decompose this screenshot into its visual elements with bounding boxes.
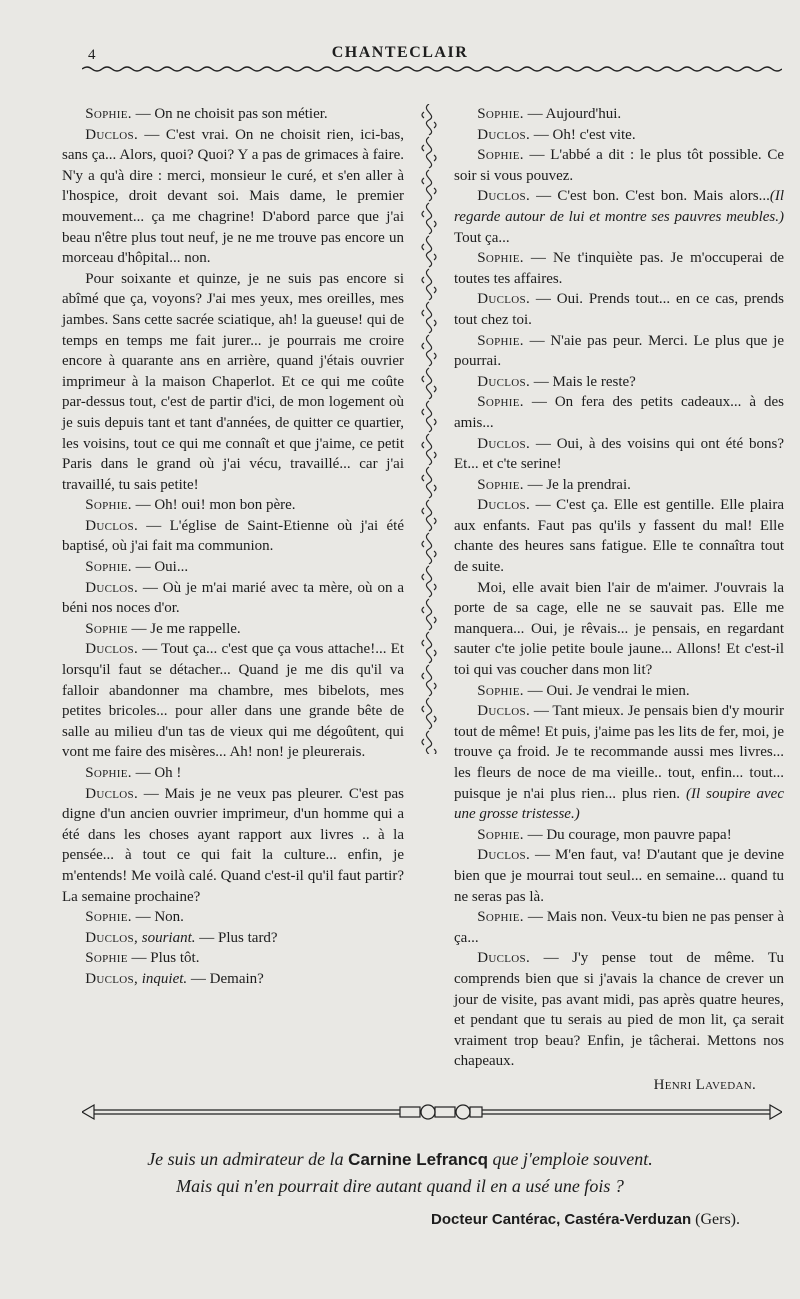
speaker-name: Sophie. <box>477 826 524 843</box>
dialogue-paragraph <box>454 434 784 475</box>
dialogue-paragraph <box>454 845 784 907</box>
advert-line-1: Je suis un admirateur de la Carnine Lefrancq que j'emploie souvent. <box>147 1149 653 1169</box>
dialogue-paragraph <box>454 578 784 681</box>
ornament-scroll <box>422 500 436 531</box>
speaker-name: Duclos. <box>477 703 530 720</box>
speaker-name: Duclos. <box>477 373 530 390</box>
dialogue-text: — Oui, à des voisins qui ont été bons? Et... et c'te serine! <box>454 435 784 473</box>
speaker-name: Duclos. <box>477 847 530 864</box>
ornament-scroll <box>422 170 436 201</box>
speaker-name: Sophie. <box>477 909 524 926</box>
dialogue-text: — C'est ça. Elle est gentille. Elle plaira aux enfants. Faut pas qu'ils y fassent du mal! Elle chante des heures sans fatigue. Elle te connaîtra tout de suite. <box>454 497 784 576</box>
dialogue-text: — Je la prendrai. <box>523 476 631 493</box>
dialogue-paragraph <box>454 825 784 846</box>
dialogue-text: — Non. <box>131 909 184 926</box>
dialogue-paragraph <box>62 495 404 516</box>
dialogue-paragraph <box>454 475 784 496</box>
right-column <box>454 104 784 1096</box>
dialogue-paragraph <box>62 948 404 969</box>
dialogue-paragraph <box>62 763 404 784</box>
dialogue-paragraph <box>62 269 404 496</box>
dialogue-text: — Je me rappelle. <box>127 620 241 637</box>
author-signature: Henri Lavedan. <box>653 1076 756 1093</box>
speaker-name: Sophie. <box>477 147 524 164</box>
dialogue-text: — Oh! oui! mon bon père. <box>131 497 296 514</box>
speaker-name: Sophie. <box>477 476 524 493</box>
dialogue-paragraph <box>62 969 404 990</box>
dialogue-paragraph <box>62 516 404 557</box>
advert-signature: Docteur Cantérac, Castéra-Verduzan (Gers). <box>431 1211 740 1228</box>
dialogue-paragraph <box>454 104 784 125</box>
bottom-ornamental-rule <box>82 1100 782 1124</box>
dialogue-text: — Oui. Je vendrai le mien. <box>523 682 690 699</box>
dialogue-text: — N'aie pas peur. Merci. Le plus que je pourrai. <box>454 332 784 370</box>
stage-direction: (Il regarde autour de lui et montre ses pauvres meubles.) <box>454 188 784 225</box>
dialogue-paragraph <box>454 948 784 1072</box>
speaker-name: Duclos. <box>85 785 138 802</box>
dialogue-text: — C'est vrai. On ne choisit rien, ici-bas, sans ça... Alors, quoi? Quoi? Y a pas de grimaces à faire. N'y a qu'à dire : merci, monsieur le curé, et s'en aller à l'hospice, droit devant soi. Mais dame, le premier mouvement... ça me chagrine! D'abord parce que j'ai beau n'être plus tout neuf, je ne me trouve pas encore un morceau d'hôpital... non. <box>62 126 404 267</box>
speaker-name: Sophie. <box>85 765 132 781</box>
ornament-scroll <box>422 434 436 465</box>
dialogue-paragraph <box>62 784 404 908</box>
dialogue-paragraph <box>62 125 404 269</box>
dialogue-paragraph <box>454 289 784 330</box>
speaker-name: Sophie. <box>85 559 132 576</box>
dialogue-text: Pour soixante et quinze, je ne suis pas encore si abîmé que ça, voyons? J'ai mes yeux, mes oreilles, mes jambes. Sans cette sacrée sciatique, ah! la gueuse! qui de temps en temps me fait jurer... je pourrais me croire encore à quarante ans en arrière, quand j'étais ouvrier imprimeur à la maison Chaperlot. Et ce qui me coûte par-dessus tout, c'est de partir d'ici, de mon logement où je suis depuis tant et tant d'années, de quitter ce quartier, les voisins, tout ce qui me connaît et que j'aime, ce petit Paris dans le grand où j'ai vécu, travaillé... car j'ai travaillé, tu sais petite! <box>62 270 404 493</box>
page-number: 4 <box>88 47 96 63</box>
dialogue-text: Tout ça... <box>454 229 510 246</box>
speaker-name: Sophie. <box>477 106 524 122</box>
dialogue-text: Moi, elle avait bien l'air de m'aimer. J'ouvrais la porte de sa cage, elle ne se sauvait pas. Elle me manquera... Oui, je rêvais... je pensais, en regardant sauter c'te jolie petite boule jaune... Allons! Et c'est-il toi qui vas coucher dans mon lit? <box>454 579 784 679</box>
ornament-scroll <box>422 302 436 333</box>
dialogue-text: — Tout ça... c'est que ça vous attache!... Et lorsqu'il faut se détacher... Quand je me dis qu'il va falloir abandonner ma chambre, mes bibelots, mes petites bricoles... pour aller dans une grande bête de salle au milieu d'un tas de vieux qui me dégoûtent, qui vont me faire des misères... Ah! non! je pleurerais. <box>62 641 404 761</box>
speaker-name: Sophie. <box>477 250 524 267</box>
dialogue-paragraph <box>454 186 784 248</box>
dialogue-text: — Oui. Prends tout... en ce cas, prends tout chez toi. <box>454 291 784 328</box>
speaker-name: Duclos. <box>477 497 530 514</box>
speaker-name: Duclos. <box>477 126 530 143</box>
vertical-ornament-divider <box>416 104 442 754</box>
dialogue-text: — M'en faut, va! D'autant que je devine bien que je mourrai tout seul... en semaine... quand tu ne seras pas là. <box>454 847 784 905</box>
dialogue-text: — On fera des petits cadeaux... à des amis... <box>454 394 784 431</box>
dialogue-text: — Demain? <box>187 970 264 987</box>
ornament-scroll <box>422 467 436 498</box>
dialogue-text: — Ne t'inquiète pas. Je m'occuperai de toutes tes affaires. <box>454 250 784 287</box>
dialogue-paragraph <box>454 125 784 146</box>
speaker-name: Duclos. <box>85 517 138 534</box>
dialogue-paragraph <box>454 248 784 289</box>
dialogue-text: — J'y pense tout de même. Tu comprends bien que si j'avais la chance de crever un jour de visite, pas avant midi, pas après quatre heures, et pendant que tu serais au pied de mon lit, ça serait vraiment trop beau? Enfin, je tâcherai. Mettons nos chapeaux. <box>454 950 784 1070</box>
ornament-scroll <box>422 632 436 663</box>
speaker-name: Duclos. <box>85 126 138 143</box>
dialogue-paragraph <box>62 557 404 578</box>
ornament-scroll <box>422 269 436 300</box>
speaker-name: Duclos. <box>477 188 530 205</box>
stage-direction: inquiet. <box>141 970 188 987</box>
advertisement <box>0 1146 800 1233</box>
speaker-name: Sophie. <box>85 106 132 122</box>
speaker-name: Sophie. <box>477 332 524 349</box>
advert-brand: Carnine Lefrancq <box>348 1150 488 1169</box>
dialogue-paragraph <box>62 104 404 125</box>
dialogue-text: — Où je m'ai marié avec ta mère, où on a béni nos noces d'or. <box>62 579 404 617</box>
dialogue-text: — Plus tôt. <box>127 950 200 967</box>
dialogue-paragraph <box>454 392 784 433</box>
speaker-name: Duclos. <box>85 641 138 658</box>
dialogue-paragraph <box>454 681 784 702</box>
ornament-scroll <box>422 599 436 630</box>
ornament-scroll <box>422 566 436 597</box>
dialogue-text: — L'église de Saint-Etienne où j'ai été baptisé, où j'ai fait ma communion. <box>62 517 404 555</box>
dialogue-paragraph <box>62 619 404 640</box>
speaker-name: Duclos. <box>477 950 530 967</box>
ornament-scroll <box>422 137 436 168</box>
dialogue-paragraph <box>454 907 784 948</box>
advert-line-2: Mais qui n'en pourrait dire autant quand il en a usé une fois ? <box>176 1176 624 1196</box>
dialogue-paragraph <box>454 372 784 393</box>
ornament-scroll <box>422 236 436 267</box>
dialogue-text: — Plus tard? <box>195 929 278 946</box>
speaker-name: Sophie. <box>85 909 132 926</box>
speaker-name: Sophie. <box>477 682 524 699</box>
dialogue-text: — Mais non. Veux-tu bien ne pas penser à ça... <box>454 909 784 946</box>
speaker-name: Duclos, <box>85 929 138 946</box>
dialogue-paragraph <box>62 578 404 619</box>
ornament-scroll <box>422 401 436 432</box>
ornament-scroll <box>422 665 436 696</box>
dialogue-text: — Mais je ne veux pas pleurer. C'est pas digne d'un ancien ouvrier imprimeur, d'un homme qui a été dans les choses ayant rapport aux livres .. à la pensée... à tout ce qui fait la culture... enfin, je m'entends! Me voilà calé. Quand c'est-il qu'il faut partir? La semaine prochaine? <box>62 785 404 905</box>
ornament-scroll <box>422 335 436 366</box>
header-wavy-rule <box>82 62 782 76</box>
speaker-name: Duclos. <box>477 291 530 308</box>
speaker-name: Duclos. <box>85 579 138 596</box>
speaker-name: Duclos. <box>477 435 530 452</box>
ornament-scroll <box>422 731 436 754</box>
dialogue-paragraph <box>454 701 784 825</box>
dialogue-text: — On ne choisit pas son métier. <box>131 106 328 122</box>
ornament-scroll <box>422 203 436 234</box>
dialogue-paragraph <box>62 907 404 928</box>
speaker-name: Duclos, <box>85 970 138 987</box>
dialogue-text: — L'abbé a dit : le plus tôt possible. Ce soir si vous pouvez. <box>454 147 784 184</box>
ornament-scroll <box>422 368 436 399</box>
dialogue-text: — Mais le reste? <box>530 373 636 390</box>
dialogue-paragraph <box>62 928 404 949</box>
dialogue-paragraph <box>454 145 784 186</box>
ornament-scroll <box>422 533 436 564</box>
ornament-scroll <box>422 698 436 729</box>
dialogue-paragraph <box>62 639 404 763</box>
left-column <box>62 104 404 990</box>
speaker-name: Sophie <box>85 950 128 967</box>
speaker-name: Sophie <box>85 620 128 637</box>
ornament-scroll <box>422 104 436 135</box>
dialogue-text: — Aujourd'hui. <box>523 106 622 122</box>
dialogue-text: — Oui... <box>131 559 189 576</box>
dialogue-text: — Du courage, mon pauvre papa! <box>523 826 732 843</box>
dialogue-paragraph <box>454 331 784 372</box>
speaker-name: Sophie. <box>477 394 524 411</box>
dialogue-text: — Oh ! <box>131 765 182 781</box>
dialogue-text: — C'est bon. C'est bon. Mais alors... <box>530 188 770 205</box>
dialogue-text: — Oh! c'est vite. <box>530 126 636 143</box>
speaker-name: Sophie. <box>85 497 132 514</box>
stage-direction: (Il soupire avec une grosse tristesse.) <box>454 785 784 823</box>
dialogue-paragraph <box>454 495 784 577</box>
running-title: CHANTECLAIR <box>331 44 469 61</box>
stage-direction: souriant. <box>141 929 196 946</box>
dialogue-text: — Tant mieux. Je pensais bien d'y mourir tout de même! Et puis, j'aime pas les lits de fer, moi, je trouve ça froid. Je te recommande aussi mes livres... les fleurs de noce de ma vieille.. tout, enfin... tout... puisque je n'ai plus rien... plus rien. <box>454 703 784 802</box>
